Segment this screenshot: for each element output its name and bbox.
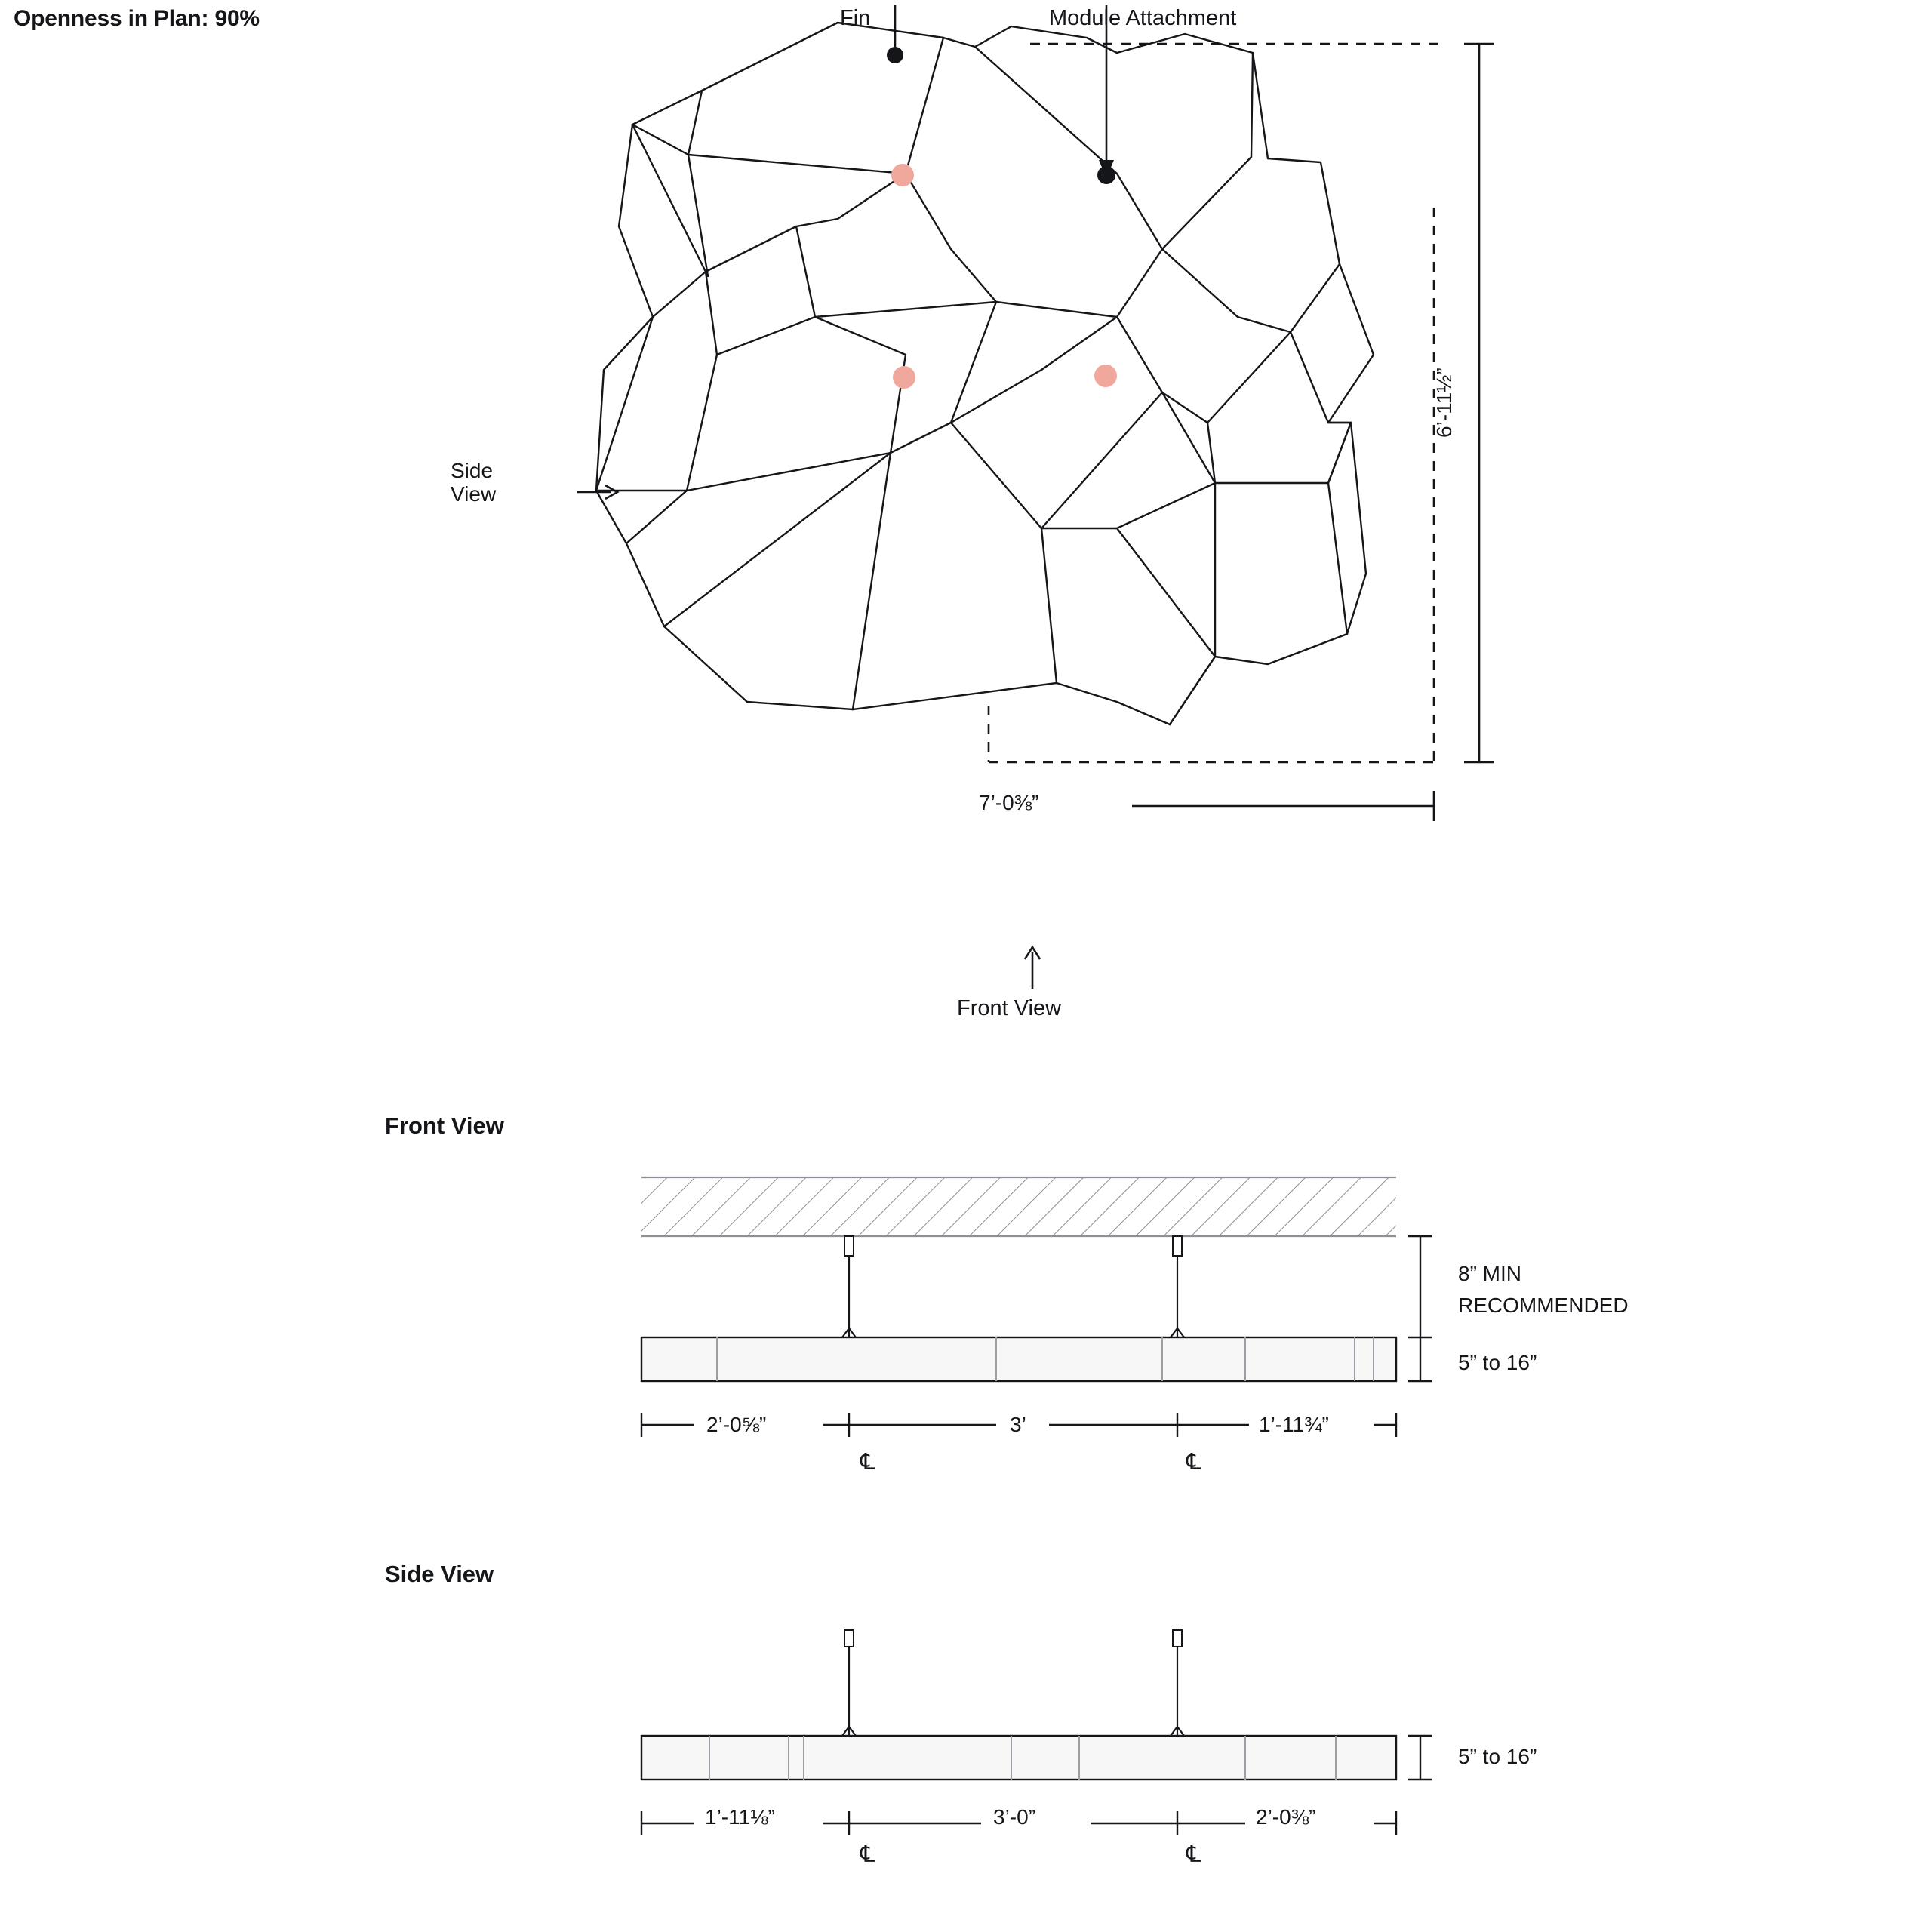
side-view-diagram: [619, 1600, 1464, 1902]
front-centerline-symbol-1: ℄: [860, 1450, 874, 1475]
openness-in-plan-label: Openness in Plan: 90%: [14, 6, 260, 31]
front-ceiling-note-line1: 8” MIN: [1458, 1262, 1521, 1285]
front-centerline-symbol-2: ℄: [1186, 1450, 1200, 1475]
plan-side-view-label-line1: Side: [451, 459, 494, 482]
side-dimension-2: 3’-0”: [993, 1805, 1036, 1829]
front-dimension-2: 3’: [1010, 1413, 1026, 1436]
fin-node-accent: [891, 164, 914, 186]
side-centerline-symbol-1: ℄: [860, 1842, 874, 1867]
plan-width-dimension: 7’-0⅜”: [979, 791, 1039, 814]
plan-view-diagram: [589, 0, 1540, 996]
plan-front-view-label: Front View: [957, 996, 1062, 1020]
side-dimension-3: 2’-0⅜”: [1256, 1805, 1316, 1829]
fin-node-accent: [1094, 365, 1117, 387]
side-dimension-1: 1’-11⅛”: [705, 1805, 775, 1829]
front-dimension-3: 1’-11¾”: [1259, 1413, 1329, 1436]
front-view-section-title: Front View: [385, 1112, 504, 1139]
callout-fin-label: Fin: [840, 6, 871, 30]
side-depth-label: 5” to 16”: [1458, 1745, 1537, 1768]
plan-side-view-label-line2: View: [451, 482, 497, 506]
plan-side-view-arrow-icon: [575, 477, 620, 507]
plan-front-view-arrow-icon: [1017, 945, 1048, 990]
front-depth-label: 5” to 16”: [1458, 1351, 1537, 1374]
side-view-section-title: Side View: [385, 1561, 494, 1587]
side-centerline-symbol-2: ℄: [1186, 1842, 1200, 1867]
plan-side-view-label: [451, 459, 496, 506]
front-ceiling-note-line2: RECOMMENDED: [1458, 1294, 1629, 1317]
callout-module-attachment-label: Module Attachment: [1049, 6, 1237, 30]
plan-height-dimension: 6’-11½”: [1432, 368, 1456, 438]
fin-node-accent: [893, 366, 915, 389]
front-dimension-1: 2’-0⅝”: [706, 1413, 767, 1436]
